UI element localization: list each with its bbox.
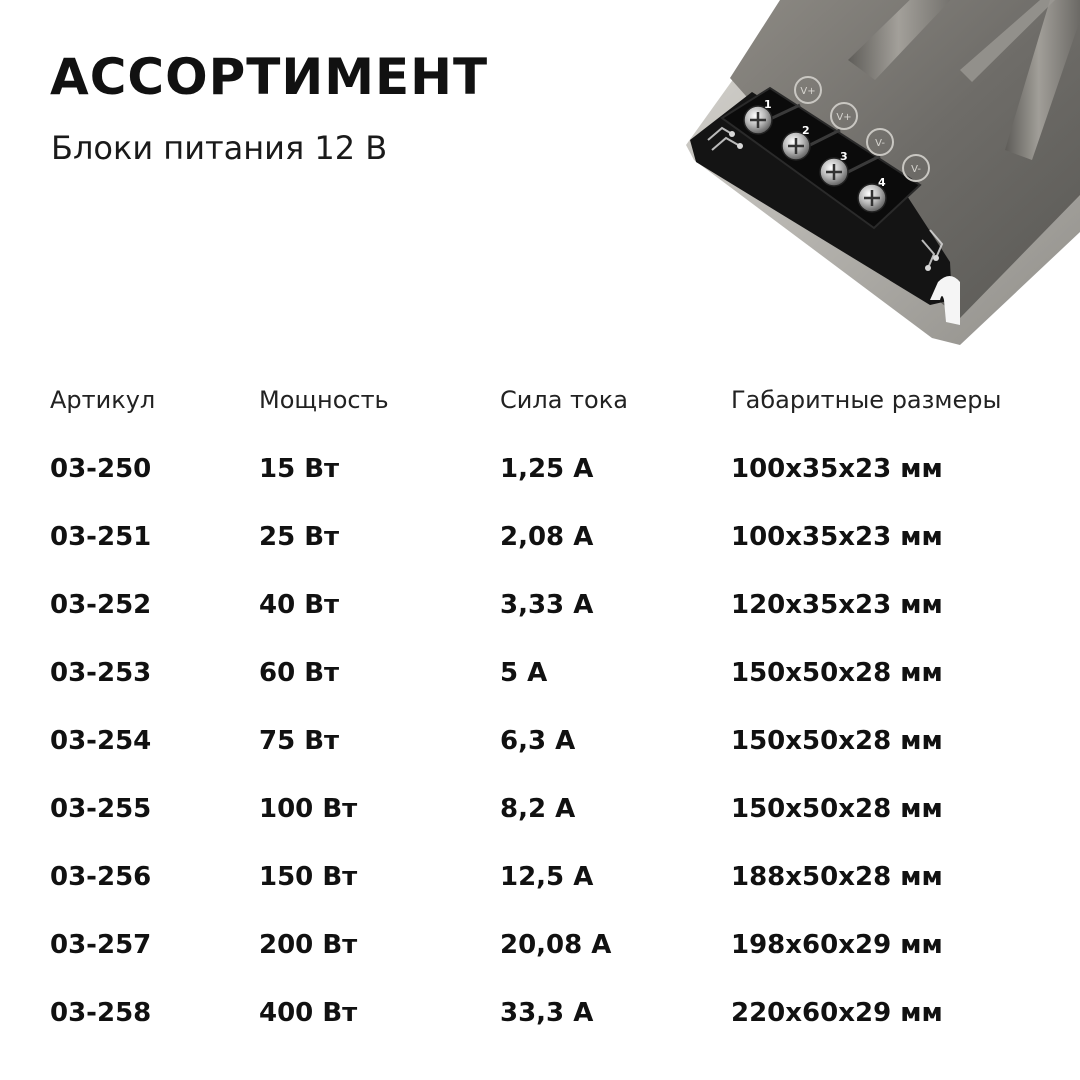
article-cell: 03-250 [50, 454, 152, 484]
current-cell: 3,33 А [500, 590, 594, 620]
current-cell: 1,25 А [500, 454, 594, 484]
article-cell: 03-254 [50, 726, 152, 756]
table-row [50, 842, 1060, 910]
current-cell: 8,2 А [500, 794, 576, 824]
power-cell: 15 Вт [259, 454, 340, 484]
dimensions-cell: 100x35x23 мм [731, 454, 943, 484]
table-header-row [50, 380, 1060, 434]
power-cell: 40 Вт [259, 590, 340, 620]
dimensions-cell: 150x50x28 мм [731, 658, 943, 688]
terminal-label-2: V+ [836, 112, 852, 123]
article-cell: 03-253 [50, 658, 152, 688]
column-header-dimensions: Габаритные размеры [731, 386, 1002, 414]
power-cell: 25 Вт [259, 522, 340, 552]
column-header-article: Артикул [50, 386, 156, 414]
page-subtitle: Блоки питания 12 В [51, 129, 388, 167]
article-cell: 03-256 [50, 862, 152, 892]
dimensions-cell: 188x50x28 мм [731, 862, 943, 892]
table-row [50, 638, 1060, 706]
current-cell: 2,08 А [500, 522, 594, 552]
column-header-power: Мощность [259, 386, 389, 414]
current-cell: 6,3 А [500, 726, 576, 756]
current-cell: 5 А [500, 658, 548, 688]
power-cell: 100 Вт [259, 794, 358, 824]
power-cell: 75 Вт [259, 726, 340, 756]
dimensions-cell: 150x50x28 мм [731, 726, 943, 756]
dimensions-cell: 120x35x23 мм [731, 590, 943, 620]
current-cell: 33,3 А [500, 998, 594, 1028]
current-cell: 20,08 А [500, 930, 612, 960]
power-cell: 60 Вт [259, 658, 340, 688]
table-row [50, 706, 1060, 774]
table-row [50, 570, 1060, 638]
power-cell: 150 Вт [259, 862, 358, 892]
article-cell: 03-252 [50, 590, 152, 620]
article-cell: 03-251 [50, 522, 152, 552]
table-row [50, 774, 1060, 842]
dimensions-cell: 198x60x29 мм [731, 930, 943, 960]
terminal-number-1: 1 [764, 98, 772, 111]
article-cell: 03-257 [50, 930, 152, 960]
page-title: АССОРТИМЕНТ [50, 48, 489, 106]
terminal-label-3: V- [875, 138, 885, 149]
power-cell: 400 Вт [259, 998, 358, 1028]
table-row [50, 978, 1060, 1046]
terminal-number-3: 3 [840, 150, 848, 163]
dimensions-cell: 100x35x23 мм [731, 522, 943, 552]
table-row [50, 434, 1060, 502]
table-row [50, 910, 1060, 978]
table-row [50, 502, 1060, 570]
terminal-label-4: V- [911, 164, 921, 175]
power-supply-image [660, 0, 1080, 345]
column-header-current: Сила тока [500, 386, 628, 414]
terminal-label-1: V+ [800, 86, 816, 97]
terminal-number-2: 2 [802, 124, 810, 137]
article-cell: 03-255 [50, 794, 152, 824]
terminal-number-4: 4 [878, 176, 886, 189]
dimensions-cell: 150x50x28 мм [731, 794, 943, 824]
article-cell: 03-258 [50, 998, 152, 1028]
power-cell: 200 Вт [259, 930, 358, 960]
current-cell: 12,5 А [500, 862, 594, 892]
dimensions-cell: 220x60x29 мм [731, 998, 943, 1028]
specs-table [50, 380, 1060, 1046]
